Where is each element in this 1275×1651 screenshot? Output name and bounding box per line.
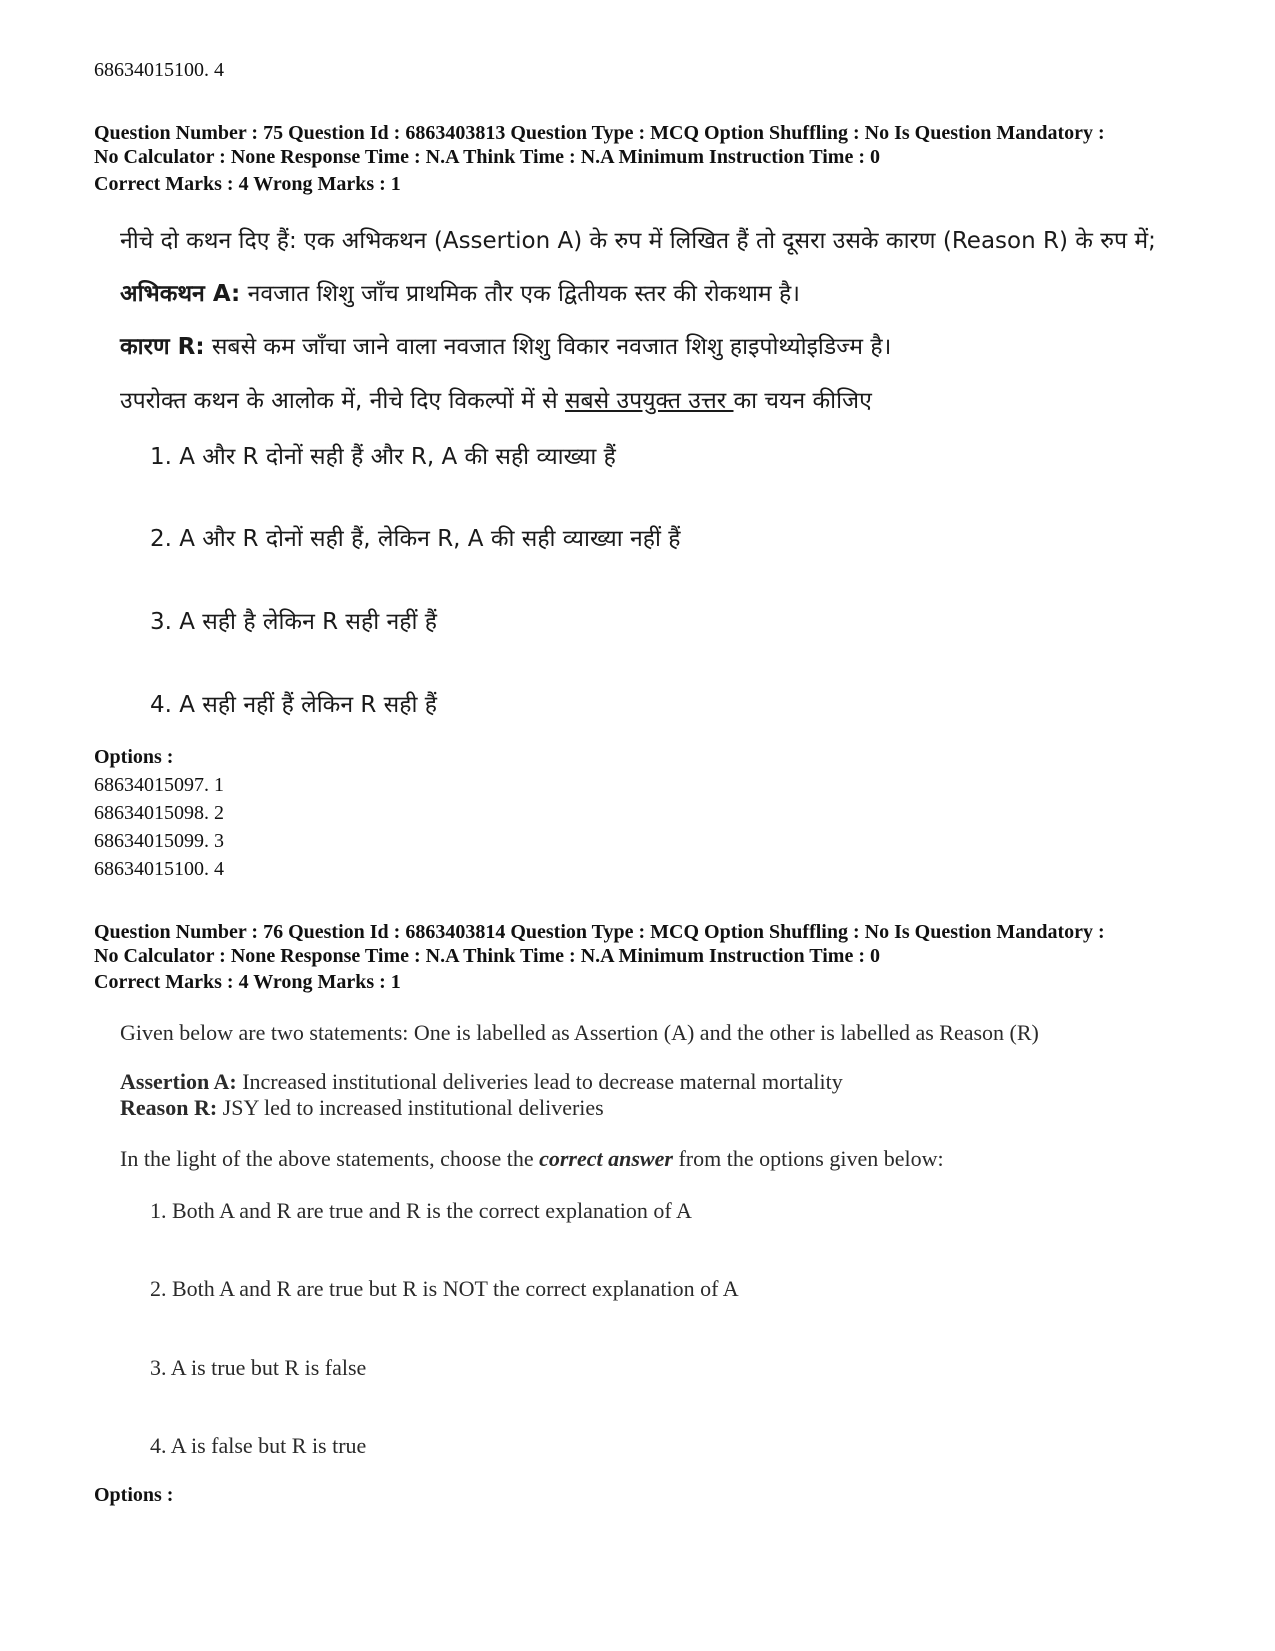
q76-reason-text: JSY led to increased institutional deliveries bbox=[217, 1095, 604, 1120]
q75-instruction-pre: उपरोक्त कथन के आलोक में, नीचे दिए विकल्पों में से bbox=[120, 388, 565, 414]
q76-instruction bbox=[120, 1144, 944, 1174]
q75-option-3: 68634015099. 3 bbox=[94, 830, 224, 852]
q75-assertion bbox=[120, 279, 800, 309]
q75-instruction bbox=[120, 386, 872, 416]
q76-choice-3: 3. A is true but R is false bbox=[150, 1355, 367, 1380]
q75-choice-4: 4. A सही नहीं हैं लेकिन R सही हैं bbox=[150, 692, 437, 718]
q75-option-1: 68634015097. 1 bbox=[94, 774, 224, 796]
q75-meta-line2: No Calculator : None Response Time : N.A Think Time : N.A Minimum Instruction Time : 0 bbox=[94, 146, 880, 168]
q75-intro: नीचे दो कथन दिए हैं: एक अभिकथन (Assertion A) के रुप में लिखित हैं तो दूसरा उसके कारण (Reason R) के रुप में; bbox=[120, 228, 1156, 254]
q76-choice-4: 4. A is false but R is true bbox=[150, 1433, 367, 1458]
q76-choice-1: 1. Both A and R are true and R is the correct explanation of A bbox=[150, 1198, 692, 1223]
q75-meta-line1: Question Number : 75 Question Id : 6863403813 Question Type : MCQ Option Shuffling : No Is Question Mandatory : bbox=[94, 122, 1105, 144]
q76-meta-line2: No Calculator : None Response Time : N.A Think Time : N.A Minimum Instruction Time : 0 bbox=[94, 945, 880, 967]
q76-intro: Given below are two statements: One is labelled as Assertion (A) and the other is labelled as Reason (R) bbox=[120, 1020, 1039, 1045]
previous-option-line: 68634015100. 4 bbox=[94, 59, 224, 81]
q75-assertion-text: नवजात शिशु जाँच प्राथमिक तौर एक द्वितीयक स्तर की रोकथाम है। bbox=[240, 281, 800, 307]
q76-assertion-text: Increased institutional deliveries lead to decrease maternal mortality bbox=[236, 1069, 843, 1094]
q75-options-label: Options : bbox=[94, 746, 174, 768]
q75-instruction-underlined: सबसे उपयुक्त उत्तर bbox=[564, 388, 734, 414]
q76-instruction-pre: In the light of the above statements, choose the bbox=[120, 1146, 540, 1171]
q75-meta bbox=[94, 121, 1214, 169]
q76-meta-line1: Question Number : 76 Question Id : 6863403814 Question Type : MCQ Option Shuffling : No Is Question Mandatory : bbox=[94, 921, 1105, 943]
q76-options-label: Options : bbox=[94, 1484, 174, 1506]
q76-reason-label: Reason R: bbox=[120, 1095, 218, 1120]
q76-instruction-emphasis: correct answer bbox=[539, 1146, 673, 1171]
q75-assertion-label: अभिकथन A: bbox=[120, 281, 241, 307]
q76-marks: Correct Marks : 4 Wrong Marks : 1 bbox=[94, 971, 401, 993]
q75-reason bbox=[120, 332, 891, 362]
q75-option-2: 68634015098. 2 bbox=[94, 802, 224, 824]
q75-reason-label: कारण R: bbox=[120, 334, 205, 360]
q75-reason-text: सबसे कम जाँचा जाने वाला नवजात शिशु विकार नवजात शिशु हाइपोथ्योइडिज्म है। bbox=[204, 334, 892, 360]
q76-assertion-label: Assertion A: bbox=[120, 1069, 237, 1094]
q76-meta bbox=[94, 920, 1214, 968]
q75-choice-2: 2. A और R दोनों सही हैं, लेकिन R, A की सही व्याख्या नहीं हैं bbox=[150, 526, 681, 552]
q76-instruction-post: from the options given below: bbox=[672, 1146, 944, 1171]
q75-choice-3: 3. A सही है लेकिन R सही नहीं हैं bbox=[150, 609, 437, 635]
q75-instruction-post: का चयन कीजिए bbox=[733, 388, 872, 414]
q75-choice-1: 1. A और R दोनों सही हैं और R, A की सही व्याख्या हैं bbox=[150, 444, 616, 470]
q75-option-4: 68634015100. 4 bbox=[94, 858, 224, 880]
q76-reason bbox=[120, 1093, 604, 1123]
q75-marks: Correct Marks : 4 Wrong Marks : 1 bbox=[94, 173, 401, 195]
q76-choice-2: 2. Both A and R are true but R is NOT the correct explanation of A bbox=[150, 1276, 739, 1301]
